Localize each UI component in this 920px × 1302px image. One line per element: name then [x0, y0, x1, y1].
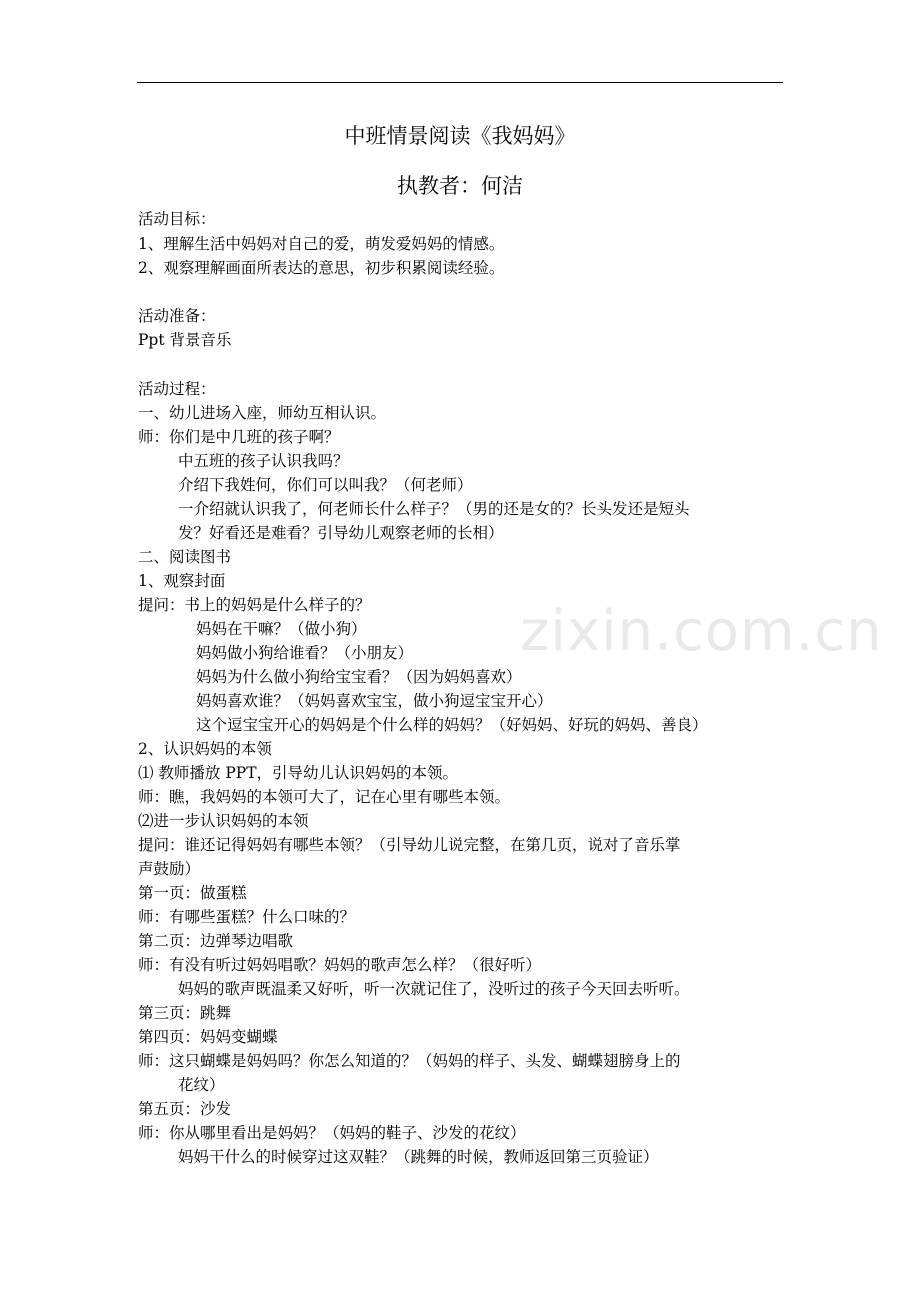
- paragraph-line: 这个逗宝宝开心的妈妈是个什么样的妈妈？（好妈妈、好玩的妈妈、善良）: [196, 716, 708, 734]
- paragraph-line: 1、理解生活中妈妈对自己的爱，萌发爱妈妈的情感。: [138, 235, 505, 253]
- paragraph-line: 妈妈喜欢谁？（妈妈喜欢宝宝，做小狗逗宝宝开心）: [196, 692, 553, 710]
- paragraph-line: 妈妈的歌声既温柔又好听，听一次就记住了，没听过的孩子今天回去听听。: [178, 980, 690, 998]
- header-rule: [137, 82, 783, 83]
- paragraph-line: 第一页：做蛋糕: [138, 884, 247, 902]
- paragraph-line: 师：你从哪里看出是妈妈？（妈妈的鞋子、沙发的花纹）: [138, 1124, 526, 1142]
- document-author: 执教者：何洁: [397, 174, 523, 198]
- paragraph-line: 一介绍就认识我了，何老师长什么样子？（男的还是女的？长头发还是短头: [178, 500, 690, 518]
- paragraph-line: 师：瞧，我妈妈的本领可大了，记在心里有哪些本领。: [138, 788, 511, 806]
- paragraph-line: 提问：书上的妈妈是什么样子的？: [138, 596, 371, 614]
- paragraph-line: ⑵进一步认识妈妈的本领: [138, 812, 309, 830]
- section-heading: 活动过程：: [138, 380, 216, 398]
- paragraph-line: 妈妈做小狗给谁看？（小朋友）: [196, 644, 414, 662]
- paragraph-line: 花纹）: [178, 1076, 225, 1094]
- paragraph-line: 2、观察理解画面所表达的意思，初步积累阅读经验。: [138, 259, 505, 277]
- document-title: 中班情景阅读《我妈妈》: [344, 124, 576, 148]
- paragraph-line: 妈妈干什么的时候穿过这双鞋？（跳舞的时候，教师返回第三页验证）: [178, 1148, 659, 1166]
- paragraph-line: 中五班的孩子认识我吗？: [178, 452, 349, 470]
- section-heading: 活动目标：: [138, 210, 216, 228]
- paragraph-line: ⑴ 教师播放 PPT，引导幼儿认识妈妈的本领。: [138, 764, 459, 782]
- paragraph-line: 妈妈为什么做小狗给宝宝看？（因为妈妈喜欢）: [196, 668, 522, 686]
- watermark: zixin.com.cn: [520, 599, 883, 664]
- paragraph-line: 1、观察封面: [138, 572, 226, 590]
- paragraph-line: 第三页：跳舞: [138, 1004, 232, 1022]
- paragraph-line: 妈妈在干嘛？（做小狗）: [196, 620, 367, 638]
- paragraph-line: 第五页：沙发: [138, 1100, 232, 1118]
- paragraph-line: 发？好看还是难看？引导幼儿观察老师的长相）: [178, 524, 504, 542]
- paragraph-line: 师：有没有听过妈妈唱歌？妈妈的歌声怎么样？（很好听）: [138, 956, 542, 974]
- section-heading: 二、阅读图书: [138, 548, 232, 566]
- paragraph-line: 第四页：妈妈变蝴蝶: [138, 1028, 278, 1046]
- paragraph-line: Ppt 背景音乐: [138, 331, 232, 349]
- paragraph-line: 提问：谁还记得妈妈有哪些本领？（引导幼儿说完整，在第几页，说对了音乐掌: [138, 836, 681, 854]
- paragraph-line: 师：这只蝴蝶是妈妈吗？你怎么知道的？（妈妈的样子、头发、蝴蝶翅膀身上的: [138, 1052, 681, 1070]
- paragraph-line: 师：你们是中几班的孩子啊？: [138, 428, 340, 446]
- paragraph-line: 一、幼儿进场入座，师幼互相认识。: [138, 404, 387, 422]
- paragraph-line: 介绍下我姓何，你们可以叫我？（何老师）: [178, 476, 473, 494]
- section-heading: 活动准备：: [138, 307, 216, 325]
- section-heading: 2、认识妈妈的本领: [138, 740, 272, 758]
- paragraph-line: 师：有哪些蛋糕？什么口味的？: [138, 908, 356, 926]
- paragraph-line: 第二页：边弹琴边唱歌: [138, 932, 294, 950]
- paragraph-line: 声鼓励）: [138, 860, 201, 878]
